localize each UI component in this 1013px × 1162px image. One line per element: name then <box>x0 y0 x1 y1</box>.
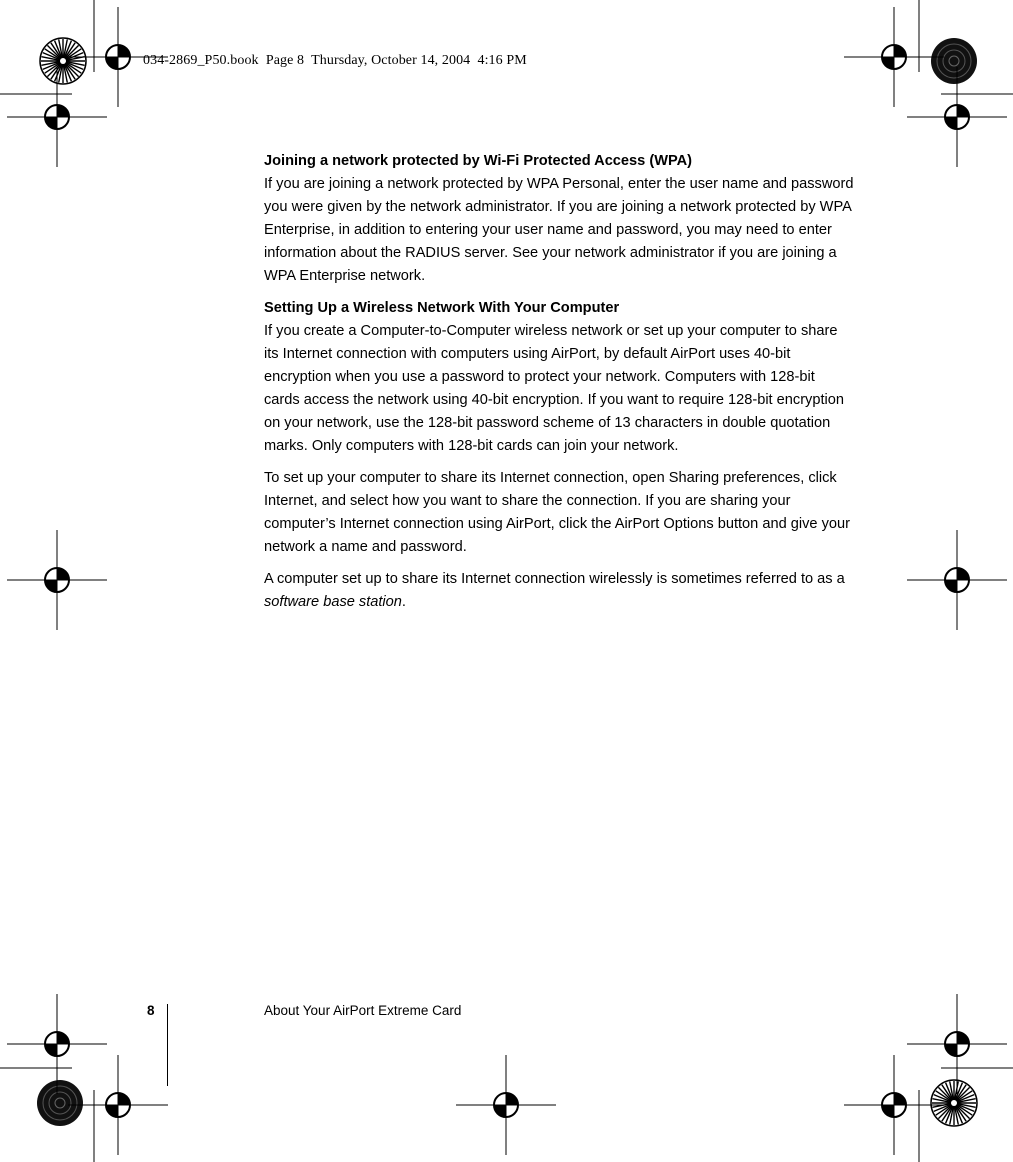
software-base-paragraph <box>264 568 854 614</box>
software-base-term: software base station <box>264 594 402 610</box>
software-base-text-end: . <box>401 594 406 610</box>
page-content <box>264 150 854 623</box>
print-slug-line: 034-2869_P50.book Page 8 Thursday, October 14, 2004 4:16 PM <box>143 53 527 68</box>
footer-divider <box>167 1004 168 1086</box>
setup-section <box>264 297 854 458</box>
sharing-paragraph: To set up your computer to share its Internet connection, open Sharing preferences, click Internet, and select how you want to share the connection. If you are sharing your computer’s Internet connection using AirPort, click the AirPort Options button and give your network a name and password. <box>264 470 850 555</box>
footer-title: About Your AirPort Extreme Card <box>264 1003 462 1018</box>
setup-body: If you create a Computer-to-Computer wireless network or set up your computer to share its Internet connection with computers using AirPort, by default AirPort uses 40-bit encryption when you use a password to protect your network. Computers with 128-bit cards access the network using 40-bit encryption. If you want to require 128-bit encryption on your network, use the 128-bit password scheme of 13 characters in double quotation marks. Only computers with 128-bit cards can join your network. <box>264 323 845 454</box>
wpa-body: If you are joining a network protected by WPA Personal, enter the user name and password you were given by the network administrator. If you are joining a network protected by WPA Enterprise, in addition to entering your user name and password, you may need to enter information about the RADIUS server. See your network administrator if you are joining a WPA Enterprise network. <box>264 176 854 284</box>
wpa-section <box>264 150 854 288</box>
setup-heading: Setting Up a Wireless Network With Your Computer <box>264 300 620 316</box>
page-number: 8 <box>147 1003 155 1018</box>
software-base-text-start: A computer set up to share its Internet connection wirelessly is sometimes referred to as a <box>264 571 845 587</box>
wpa-heading: Joining a network protected by Wi-Fi Protected Access (WPA) <box>264 153 693 169</box>
